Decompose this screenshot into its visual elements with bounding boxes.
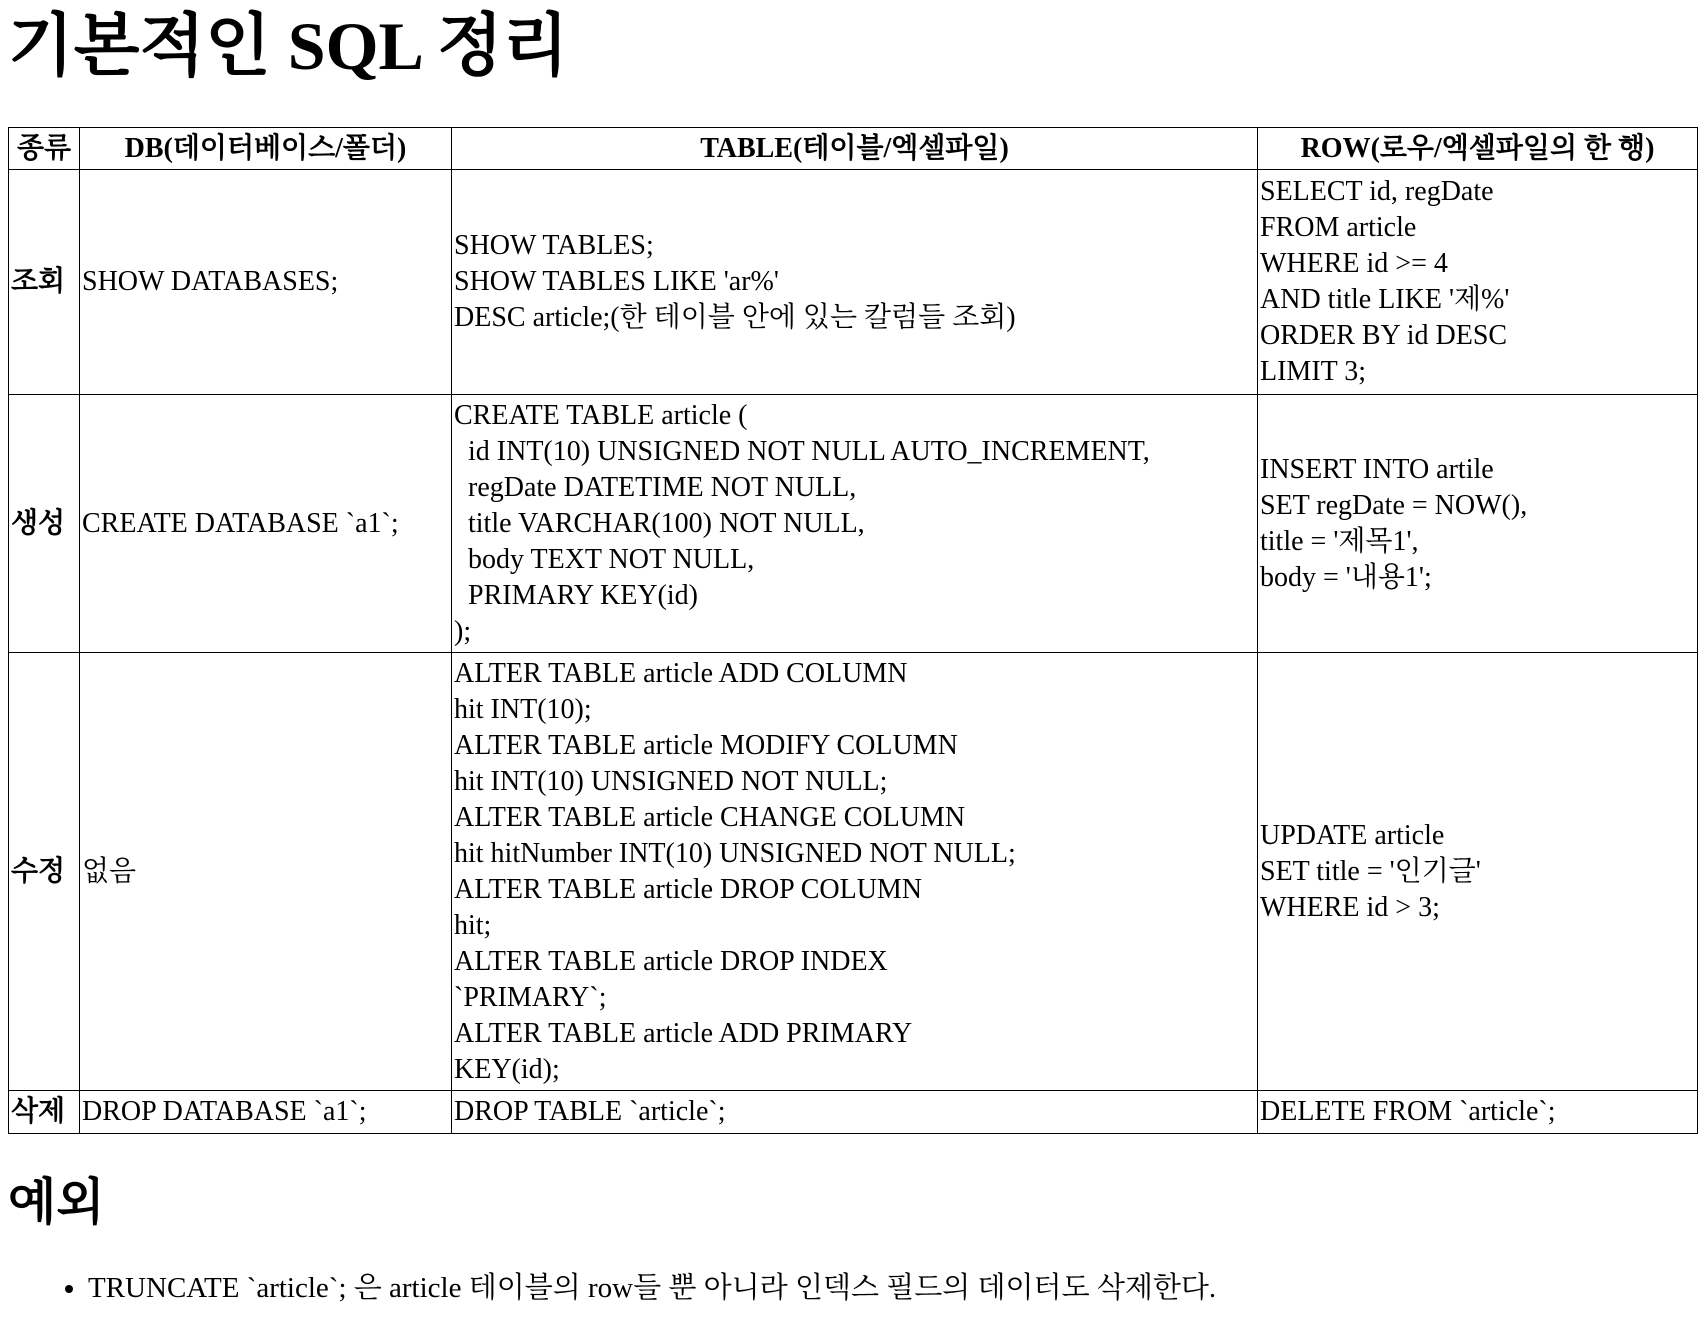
exceptions-list: [8, 1270, 1216, 1306]
exceptions-heading: 예외: [8, 1174, 105, 1230]
table-row-create: [9, 395, 1698, 653]
table-cell: SHOW TABLES; SHOW TABLES LIKE 'ar%' DESC article;(한 테이블 안에 있는 칼럼들 조회): [452, 170, 1258, 395]
page-title: 기본적인 SQL 정리: [8, 8, 569, 84]
row-kind-label: 조회: [9, 170, 80, 395]
db-cell: SHOW DATABASES;: [80, 170, 452, 395]
db-cell: CREATE DATABASE `a1`;: [80, 395, 452, 653]
list-item: • TRUNCATE `article`; 은 article 테이블의 row들 뿐 아니라 인덱스 필드의 데이터도 삭제한다.: [88, 1270, 1216, 1306]
table-row-select: [9, 170, 1698, 395]
table-header-row: [9, 128, 1698, 170]
row-kind-label: 생성: [9, 395, 80, 653]
header-row: ROW(로우/엑셀파일의 한 행): [1258, 128, 1698, 170]
row-kind-label: 삭제: [9, 1091, 80, 1134]
table-cell: ALTER TABLE article ADD COLUMN hit INT(10); ALTER TABLE article MODIFY COLUMN hit INT(10) UNSIGNED NOT NULL; ALTER TABLE article CHANGE COLUMN hit hitNumber INT(10) UNSIGNED NOT NULL; ALTER TABLE article DROP COLUMN hit; ALTER TABLE article DROP INDEX `PRIMARY`; ALTER TABLE article ADD PRIMARY KEY(id);: [452, 653, 1258, 1091]
table-cell: CREATE TABLE article ( id INT(10) UNSIGNED NOT NULL AUTO_INCREMENT, regDate DATETIME NOT NULL, title VARCHAR(100) NOT NULL, body TEXT NOT NULL, PRIMARY KEY(id) );: [452, 395, 1258, 653]
row-cell: DELETE FROM `article`;: [1258, 1091, 1698, 1134]
table-row-update: [9, 653, 1698, 1091]
db-cell: 없음: [80, 653, 452, 1091]
row-kind-label: 수정: [9, 653, 80, 1091]
row-cell: INSERT INTO artile SET regDate = NOW(), title = '제목1', body = '내용1';: [1258, 395, 1698, 653]
sql-summary-table: [8, 127, 1698, 1134]
table-cell: DROP TABLE `article`;: [452, 1091, 1258, 1134]
header-table: TABLE(테이블/엑셀파일): [452, 128, 1258, 170]
row-cell: SELECT id, regDate FROM article WHERE id >= 4 AND title LIKE '제%' ORDER BY id DESC LIMIT 3;: [1258, 170, 1698, 395]
table-row-delete: [9, 1091, 1698, 1134]
row-cell: UPDATE article SET title = '인기글' WHERE id > 3;: [1258, 653, 1698, 1091]
header-db: DB(데이터베이스/폴더): [80, 128, 452, 170]
header-kind: 종류: [9, 128, 80, 170]
document-page: [8, 0, 1700, 1304]
db-cell: DROP DATABASE `a1`;: [80, 1091, 452, 1134]
